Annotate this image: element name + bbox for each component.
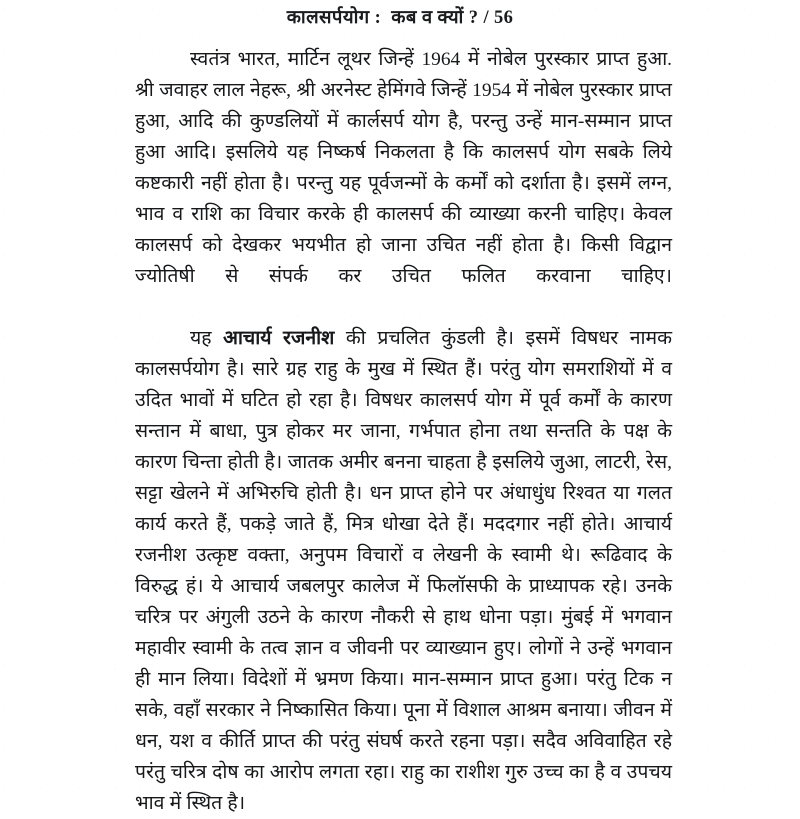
paragraph-2 — [135, 323, 672, 819]
body-text-block — [135, 44, 672, 819]
running-head: कालसर्पयोग : कब व क्यों ? / 56 — [286, 8, 514, 28]
paragraph-1 — [135, 44, 672, 323]
text-run: स्वतंत्र भारत, मार्टिन लूथर जिन्हें 1964 में नोबेल पुरस्कार प्राप्त हुआ. श्री जवाहर लाल नेहरू, श्री अरनेस्ट हेमिंगवे जिन्हें 1954 में नोबेल पुरस्कार प्राप्त हुआ, आदि की कुण्डलियों में कार्लसर्प योग है, परन्तु उन्हें मान-सम्मान प्राप्त हुआ आदि। इसलिये यह निष्कर्ष निकलता है कि कालसर्प योग सबके लिये कष्टकारी नहीं होता है। परन्तु यह पूर्वजन्मों के कर्मों को दर्शाता है। इसमें लग्न, भाव व राशि का विचार करके ही कालसर्प की व्याख्या करनी चाहिए। केवल कालसर्प को देखकर भयभीत हो जाना उचित नहीं होता है। किसी विद्वान ज्योतिषी से संपर्क कर उचित फलित करवाना चाहिए। — [135, 49, 672, 287]
text-run: की प्रचलित कुंडली है। इसमें विषधर नामक कालसर्पयोग है। सारे ग्रह राहु के मुख में स्थित हैं। परंतु योग समराशियों में व उदित भावों में घटित हो रहा है। विषधर कालसर्प योग में पूर्व कर्मों के कारण सन्तान में बाधा, पुत्र होकर मर जाना, गर्भपात होना तथा सन्तति के पक्ष के कारण चिन्ता होती है। जातक अमीर बनना चाहता है इसलिये जुआ, लाटरी, रेस, सट्टा खेलने में अभिरुचि होती है। धन प्राप्त होने पर अंधाधुंध रिश्वत या गलत कार्य करते हैं, पकड़े जाते हैं, मित्र धोखा देते हैं। मददगार नहीं होते। आचार्य रजनीश उत्कृष्ट वक्ता, अनुपम विचारों व लेखनी के स्वामी थे। रूढिवाद के विरुद्ध हं। ये आचार्य जबलपुर कालेज में फिलॉसफी के प्राध्यापक रहे। उनके चरित्र पर अंगुली उठने के कारण नौकरी से हाथ धोना पड़ा। मुंबई में भगवान महावीर स्वामी के तत्व ज्ञान व जीवनी पर व्याख्यान हुए। लोगों ने उन्हें भगवान ही मान लिया। विदेशों में भ्रमण किया। मान-सम्मान प्राप्त हुआ। परंतु टिक न सके, वहाँ सरकार ने निष्कासित किया। पूना में विशाल आश्रम बनाया। जीवन में धन, यश व कीर्ति प्राप्त की परंतु संघर्ष करते रहना पड़ा। सदैव अविवाहित रहे परंतु चरित्र दोष का आरोप लगता रहा। राहु का राशीश गुरु उच्च का है व उपचय भाव में स्थित है। — [135, 328, 673, 814]
text-run: यह — [190, 328, 224, 349]
emphasis-run: आचार्य रजनीश — [223, 328, 335, 349]
